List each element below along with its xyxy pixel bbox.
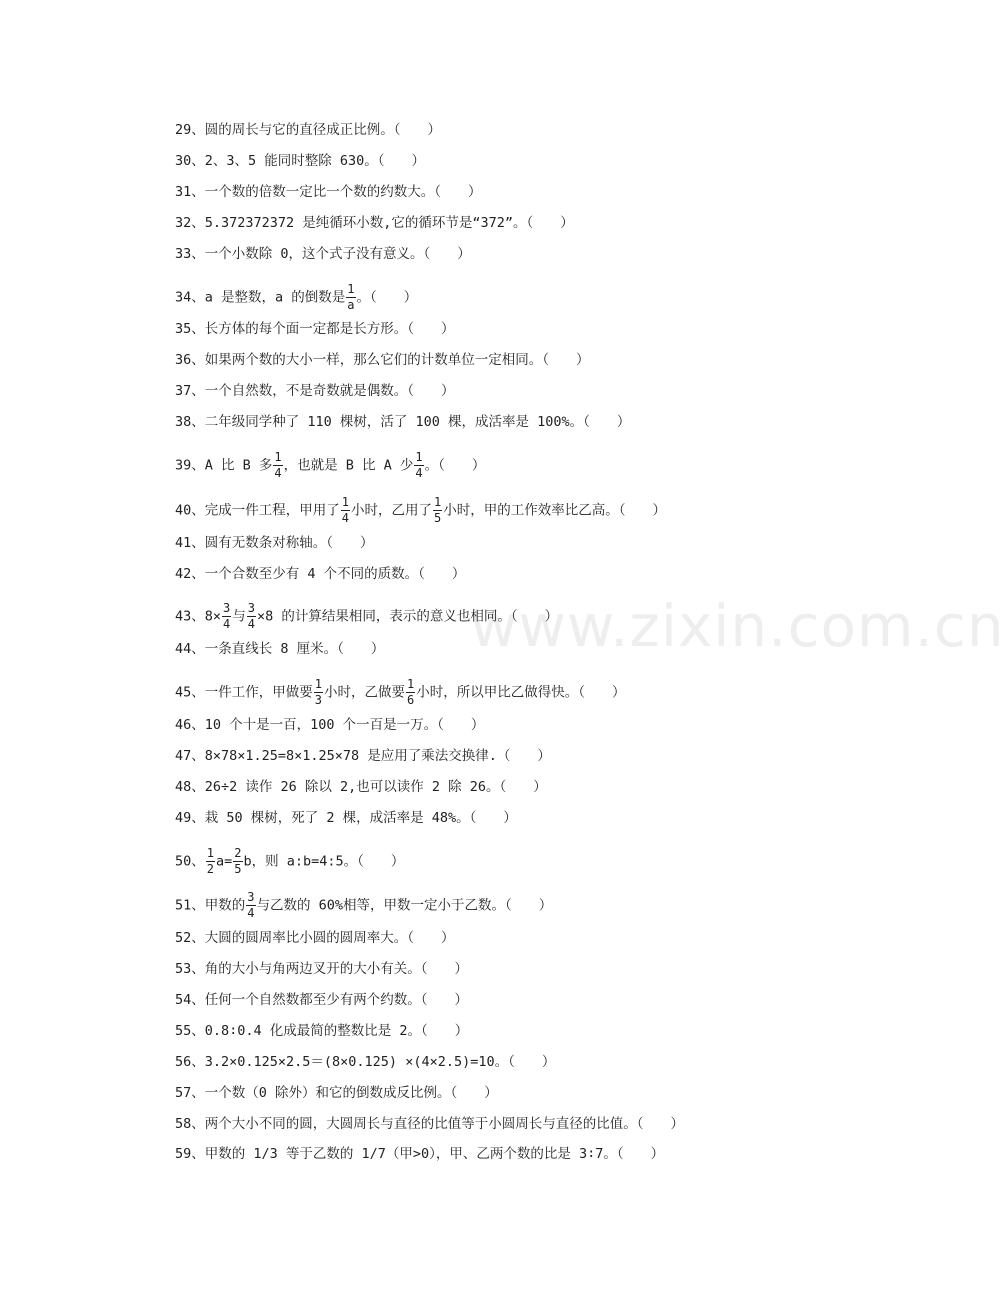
fraction-denominator: 4 — [341, 511, 349, 525]
question-q37 — [175, 382, 895, 400]
fraction — [414, 450, 423, 481]
question-text: 与 — [232, 608, 246, 625]
question-q35 — [175, 320, 895, 338]
question-text: 44、一条直线长 8 厘米。（ ） — [175, 641, 385, 657]
question-text: 50、 — [175, 853, 205, 870]
fraction-denominator: 5 — [434, 511, 442, 525]
fraction-denominator: 2 — [206, 862, 214, 876]
question-q38 — [175, 413, 895, 431]
question-q54 — [175, 991, 895, 1009]
question-q49 — [175, 809, 895, 827]
fraction-denominator: a — [347, 298, 355, 312]
question-q39 — [175, 450, 895, 481]
question-text: 36、如果两个数的大小一样，那么它们的计数单位一定相同。（ ） — [175, 352, 590, 368]
fraction-denominator: 4 — [247, 617, 255, 631]
question-text: 41、圆有无数条对称轴。（ ） — [175, 535, 374, 551]
question-text: 53、角的大小与角两边叉开的大小有关。（ ） — [175, 961, 469, 977]
question-text: 54、任何一个自然数都至少有两个约数。（ ） — [175, 992, 469, 1008]
question-q55 — [175, 1022, 895, 1040]
question-text: 35、长方体的每个面一定都是长方形。（ ） — [175, 321, 455, 337]
question-q56 — [175, 1053, 895, 1071]
fraction-numerator: 3 — [223, 601, 231, 615]
fraction-numerator: 1 — [341, 495, 349, 509]
question-q34 — [175, 282, 895, 313]
question-q48 — [175, 778, 895, 796]
question-q32 — [175, 214, 895, 232]
question-text: 小时，所以甲比乙做得快。（ ） — [416, 684, 626, 701]
fraction-denominator: 4 — [247, 906, 255, 920]
question-text: a= — [216, 853, 233, 870]
fraction — [206, 846, 215, 877]
fraction-denominator: 4 — [223, 617, 231, 631]
fraction-denominator: 4 — [415, 466, 423, 480]
question-q33 — [175, 245, 895, 263]
fraction-numerator: 1 — [206, 846, 214, 860]
question-text: 34、a 是整数，a 的倒数是 — [175, 289, 346, 306]
fraction — [346, 282, 355, 313]
question-text: 32、5.372372372 是纯循环小数,它的循环节是“372”。（ ） — [175, 215, 574, 231]
fraction — [246, 890, 255, 921]
question-text: 37、一个自然数，不是奇数就是偶数。（ ） — [175, 383, 455, 399]
question-text: 45、一件工作，甲做要 — [175, 684, 313, 701]
fraction-numerator: 1 — [274, 450, 282, 464]
fraction — [341, 495, 350, 526]
fraction-numerator: 3 — [247, 601, 255, 615]
question-q45 — [175, 677, 895, 708]
question-text: 39、A 比 B 多 — [175, 457, 273, 474]
question-q29 — [175, 121, 895, 139]
fraction — [247, 601, 256, 632]
question-text: 55、0.8∶0.4 化成最简的整数比是 2。（ ） — [175, 1023, 469, 1039]
question-q47 — [175, 747, 895, 765]
question-text: 29、圆的周长与它的直径成正比例。（ ） — [175, 122, 442, 138]
question-text: 30、2、3、5 能同时整除 630。（ ） — [175, 153, 426, 169]
question-text: 46、10 个十是一百，100 个一百是一万。（ ） — [175, 717, 485, 733]
question-q59 — [175, 1145, 895, 1163]
question-q58 — [175, 1115, 895, 1133]
question-text: 与乙数的 60%相等，甲数一定小于乙数。（ ） — [256, 897, 553, 914]
fraction — [314, 677, 323, 708]
fraction-numerator: 1 — [415, 450, 423, 464]
fraction-denominator: 3 — [314, 693, 322, 707]
question-q52 — [175, 929, 895, 947]
watermark: www.zixin.com.cn — [470, 592, 1005, 660]
fraction — [222, 601, 231, 632]
question-text: 48、26÷2 读作 26 除以 2,也可以读作 2 除 26。（ ） — [175, 779, 547, 795]
fraction-denominator: 4 — [274, 466, 282, 480]
question-text: 43、8× — [175, 608, 222, 625]
question-q31 — [175, 183, 895, 201]
question-q46 — [175, 716, 895, 734]
fraction-numerator: 1 — [347, 282, 355, 296]
fraction-denominator: 5 — [234, 862, 242, 876]
question-text: 42、一个合数至少有 4 个不同的质数。（ ） — [175, 566, 466, 582]
fraction-denominator: 6 — [407, 693, 415, 707]
question-text: 56、3.2×0.125×2.5＝(8×0.125) ×(4×2.5)=10。（ ） — [175, 1054, 556, 1070]
question-q40 — [175, 495, 895, 526]
question-text: 。（ ） — [356, 289, 418, 306]
question-text: 51、甲数的 — [175, 897, 246, 914]
question-text: 31、一个数的倍数一定比一个数的约数大。（ ） — [175, 184, 482, 200]
question-text: 57、一个数（0 除外）和它的倒数成反比例。（ ） — [175, 1085, 498, 1101]
question-q30 — [175, 152, 895, 170]
fraction-numerator: 2 — [234, 846, 242, 860]
question-text: 38、二年级同学种了 110 棵树，活了 100 棵，成活率是 100%。（ ） — [175, 414, 631, 430]
question-q50 — [175, 846, 895, 877]
question-q42 — [175, 565, 895, 583]
question-text: 52、大圆的圆周率比小圆的圆周率大。（ ） — [175, 930, 455, 946]
fraction-numerator: 1 — [314, 677, 322, 691]
question-q53 — [175, 960, 895, 978]
fraction — [406, 677, 415, 708]
question-text: 49、栽 50 棵树，死了 2 棵，成活率是 48%。（ ） — [175, 810, 517, 826]
question-text: 。（ ） — [424, 457, 486, 474]
question-q41 — [175, 534, 895, 552]
question-q51 — [175, 890, 895, 921]
fraction — [273, 450, 282, 481]
question-text: 小时，乙做要 — [324, 684, 405, 701]
fraction — [433, 495, 442, 526]
question-text: 小时，甲的工作效率比乙高。（ ） — [443, 502, 666, 519]
question-q57 — [175, 1084, 895, 1102]
fraction-numerator: 1 — [407, 677, 415, 691]
fraction-numerator: 3 — [247, 890, 255, 904]
question-q36 — [175, 351, 895, 369]
question-text: b，则 a:b=4:5。（ ） — [243, 853, 405, 870]
question-text: 40、完成一件工程，甲用了 — [175, 502, 340, 519]
question-text: ×8 的计算结果相同，表示的意义也相同。（ ） — [256, 608, 559, 625]
question-text: 59、甲数的 1/3 等于乙数的 1/7（甲>0），甲、乙两个数的比是 3∶7。（ ） — [175, 1146, 665, 1162]
question-text: 小时，乙用了 — [351, 502, 432, 519]
question-text: ，也就是 B 比 A 少 — [283, 457, 414, 474]
question-text: 58、两个大小不同的圆，大圆周长与直径的比值等于小圆周长与直径的比值。（ ） — [175, 1116, 685, 1132]
question-text: 33、一个小数除 0，这个式子没有意义。（ ） — [175, 246, 471, 262]
fraction-numerator: 1 — [434, 495, 442, 509]
fraction — [233, 846, 242, 877]
question-text: 47、8×78×1.25=8×1.25×78 是应用了乘法交换律.（ ） — [175, 748, 551, 764]
